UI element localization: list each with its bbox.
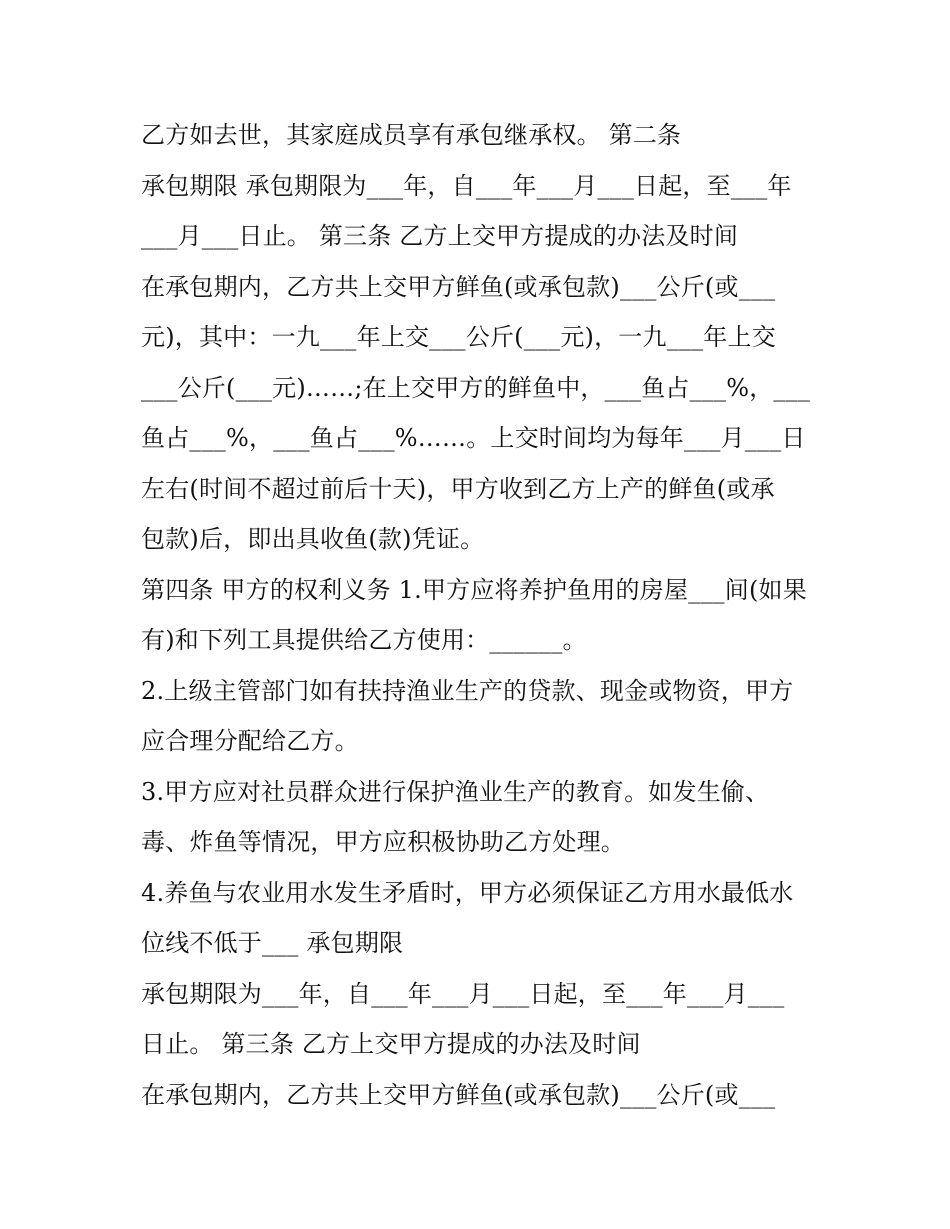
- contract-text-body: [141, 110, 821, 1120]
- text-line: 承包期限 承包期限为___年，自___年___月___日起，至___年: [141, 171, 792, 200]
- text-line: 位线不低于___ 承包期限: [141, 929, 404, 957]
- text-line: 4.养鱼与农业用水发生矛盾时，甲方必须保证乙方用水最低水: [141, 878, 794, 907]
- text-line: 在承包期内，乙方共上交甲方鲜鱼(或承包款)___公斤(或___: [141, 272, 776, 301]
- text-line: 毒、炸鱼等情况，甲方应积极协助乙方处理。: [141, 828, 625, 856]
- text-line: 乙方如去世，其家庭成员享有承包继承权。 第二条: [141, 121, 682, 149]
- text-line: 元)，其中：一九___年上交___公斤(___元)，一九___年上交: [141, 323, 776, 351]
- text-line: 承包期限为___年，自___年___月___日起，至___年___月___: [141, 979, 785, 1008]
- text-line: 左右(时间不超过前后十天)，甲方收到乙方上产的鲜鱼(或承: [141, 474, 775, 503]
- text-line: 第四条 甲方的权利义务 1.甲方应将养护鱼用的房屋___间(如果: [141, 575, 807, 604]
- text-line: 在承包期内，乙方共上交甲方鲜鱼(或承包款)___公斤(或___: [141, 1080, 776, 1109]
- text-line: 2.上级主管部门如有扶持渔业生产的贷款、现金或物资，甲方: [141, 676, 794, 705]
- text-line: 有)和下列工具提供给乙方使用：______。: [141, 626, 587, 654]
- text-line: 3.甲方应对社员群众进行保护渔业生产的教育。如发生偷、: [141, 777, 770, 806]
- text-line: 应合理分配给乙方。: [141, 727, 359, 755]
- text-line: ___公斤(___元)……;在上交甲方的鲜鱼中，___鱼占___%，___: [141, 373, 811, 402]
- text-line: 包款)后，即出具收鱼(款)凭证。: [141, 525, 485, 553]
- text-line: ___月___日止。 第三条 乙方上交甲方提成的办法及时间: [141, 222, 739, 250]
- text-line: 鱼占___%，___鱼占___%……。上交时间均为每年___月___日: [141, 424, 806, 452]
- text-line: 日止。 第三条 乙方上交甲方提成的办法及时间: [141, 1030, 641, 1058]
